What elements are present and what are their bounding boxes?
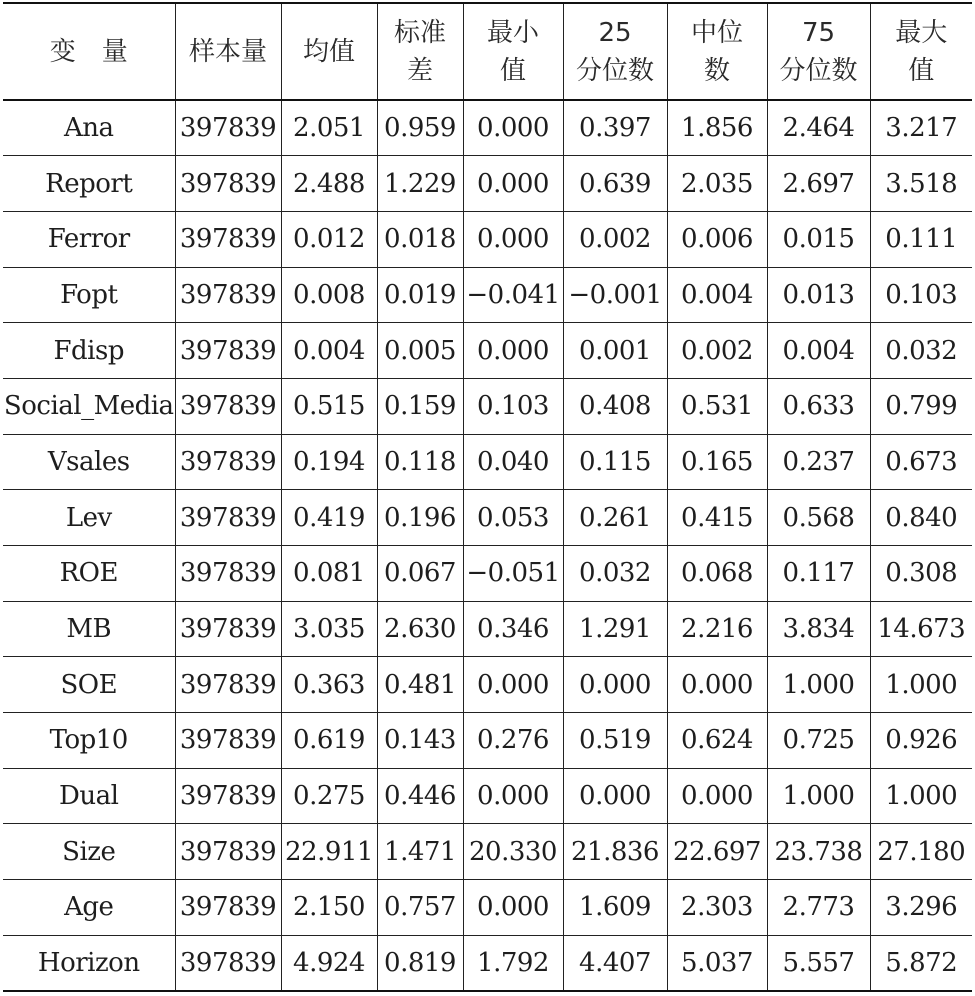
cell-min: 0.040 xyxy=(463,434,563,490)
cell-sample-size: 397839 xyxy=(175,323,281,379)
cell-mean: 0.004 xyxy=(281,323,377,379)
header-line: 分位数 xyxy=(575,55,654,86)
cell-mean: 0.194 xyxy=(281,434,377,490)
table-row xyxy=(3,546,972,602)
cell-std-dev: 0.819 xyxy=(377,935,463,991)
cell-p75: 0.015 xyxy=(767,211,870,267)
cell-max: 0.032 xyxy=(870,323,972,379)
variable-name-cell: Ferror xyxy=(3,211,175,267)
variable-name-cell: Lev xyxy=(3,490,175,546)
table-row xyxy=(3,824,972,880)
cell-mean: 2.150 xyxy=(281,880,377,936)
cell-std-dev: 0.196 xyxy=(377,490,463,546)
header-line: 分位数 xyxy=(779,55,858,86)
cell-std-dev: 0.446 xyxy=(377,768,463,824)
cell-min: 20.330 xyxy=(463,824,563,880)
header-line: 中位 xyxy=(690,17,743,48)
cell-p25: 0.519 xyxy=(563,713,667,769)
header-max xyxy=(870,3,972,100)
cell-median: 1.856 xyxy=(667,100,767,156)
cell-mean: 4.924 xyxy=(281,935,377,991)
cell-std-dev: 0.143 xyxy=(377,713,463,769)
cell-median: 0.000 xyxy=(667,657,767,713)
variable-name-cell: Fopt xyxy=(3,267,175,323)
cell-std-dev: 0.005 xyxy=(377,323,463,379)
cell-min: 0.000 xyxy=(463,100,563,156)
table-row xyxy=(3,211,972,267)
cell-std-dev: 0.118 xyxy=(377,434,463,490)
variable-name-cell: Horizon xyxy=(3,935,175,991)
cell-mean: 0.619 xyxy=(281,713,377,769)
cell-p25: 4.407 xyxy=(563,935,667,991)
cell-sample-size: 397839 xyxy=(175,768,281,824)
table-row xyxy=(3,713,972,769)
cell-median: 0.165 xyxy=(667,434,767,490)
header-sample-size xyxy=(175,3,281,100)
variable-name-cell: Dual xyxy=(3,768,175,824)
variable-name-cell: ROE xyxy=(3,546,175,602)
table-row xyxy=(3,323,972,379)
table-row xyxy=(3,156,972,212)
cell-p25: 0.000 xyxy=(563,768,667,824)
cell-mean: 2.488 xyxy=(281,156,377,212)
cell-max: 0.840 xyxy=(870,490,972,546)
cell-sample-size: 397839 xyxy=(175,546,281,602)
cell-mean: 0.275 xyxy=(281,768,377,824)
cell-p25: 0.115 xyxy=(563,434,667,490)
cell-mean: 3.035 xyxy=(281,601,377,657)
cell-p25: 0.002 xyxy=(563,211,667,267)
cell-min: 0.346 xyxy=(463,601,563,657)
header-line: 标准 xyxy=(393,17,446,48)
variable-name-cell: Age xyxy=(3,880,175,936)
cell-median: 0.531 xyxy=(667,378,767,434)
cell-max: 1.000 xyxy=(870,657,972,713)
header-row xyxy=(3,3,972,100)
variable-name-cell: Vsales xyxy=(3,434,175,490)
variable-name-cell: Top10 xyxy=(3,713,175,769)
cell-median: 2.303 xyxy=(667,880,767,936)
table-row xyxy=(3,880,972,936)
table-row xyxy=(3,490,972,546)
header-line: 差 xyxy=(406,55,433,86)
cell-p25: 0.639 xyxy=(563,156,667,212)
table-body xyxy=(3,100,972,991)
cell-p75: 0.568 xyxy=(767,490,870,546)
cell-std-dev: 1.471 xyxy=(377,824,463,880)
cell-min: 0.000 xyxy=(463,768,563,824)
cell-std-dev: 0.959 xyxy=(377,100,463,156)
cell-p25: −0.001 xyxy=(563,267,667,323)
cell-std-dev: 1.229 xyxy=(377,156,463,212)
cell-std-dev: 2.630 xyxy=(377,601,463,657)
table-row xyxy=(3,601,972,657)
cell-mean: 0.008 xyxy=(281,267,377,323)
cell-median: 2.035 xyxy=(667,156,767,212)
cell-median: 0.415 xyxy=(667,490,767,546)
header-line: 最小 xyxy=(486,17,539,48)
cell-p25: 0.408 xyxy=(563,378,667,434)
cell-sample-size: 397839 xyxy=(175,824,281,880)
cell-max: 5.872 xyxy=(870,935,972,991)
cell-min: 0.000 xyxy=(463,211,563,267)
cell-p75: 0.013 xyxy=(767,267,870,323)
cell-sample-size: 397839 xyxy=(175,880,281,936)
header-line: 数 xyxy=(703,55,730,86)
cell-p75: 2.697 xyxy=(767,156,870,212)
header-line: 最大 xyxy=(895,17,948,48)
cell-p75: 5.557 xyxy=(767,935,870,991)
header-line: 值 xyxy=(499,55,526,86)
cell-std-dev: 0.481 xyxy=(377,657,463,713)
cell-sample-size: 397839 xyxy=(175,156,281,212)
cell-min: −0.051 xyxy=(463,546,563,602)
header-p75 xyxy=(767,3,870,100)
cell-max: 1.000 xyxy=(870,768,972,824)
cell-p25: 1.291 xyxy=(563,601,667,657)
header-variable xyxy=(3,3,175,100)
cell-mean: 0.012 xyxy=(281,211,377,267)
cell-min: 0.000 xyxy=(463,880,563,936)
cell-min: 0.103 xyxy=(463,378,563,434)
cell-sample-size: 397839 xyxy=(175,211,281,267)
cell-p25: 0.261 xyxy=(563,490,667,546)
header-min xyxy=(463,3,563,100)
cell-max: 3.217 xyxy=(870,100,972,156)
cell-sample-size: 397839 xyxy=(175,267,281,323)
table-row xyxy=(3,434,972,490)
cell-median: 0.004 xyxy=(667,267,767,323)
table-row xyxy=(3,768,972,824)
cell-min: 0.053 xyxy=(463,490,563,546)
cell-median: 22.697 xyxy=(667,824,767,880)
header-mean xyxy=(281,3,377,100)
cell-sample-size: 397839 xyxy=(175,713,281,769)
cell-max: 0.673 xyxy=(870,434,972,490)
header-std-dev xyxy=(377,3,463,100)
cell-sample-size: 397839 xyxy=(175,100,281,156)
header-line: 75 xyxy=(801,17,836,48)
cell-max: 0.103 xyxy=(870,267,972,323)
cell-std-dev: 0.019 xyxy=(377,267,463,323)
header-line: 变 量 xyxy=(49,36,128,67)
cell-p25: 0.397 xyxy=(563,100,667,156)
table-row xyxy=(3,657,972,713)
cell-median: 2.216 xyxy=(667,601,767,657)
cell-sample-size: 397839 xyxy=(175,657,281,713)
cell-min: 0.276 xyxy=(463,713,563,769)
cell-min: 0.000 xyxy=(463,323,563,379)
cell-max: 3.518 xyxy=(870,156,972,212)
cell-median: 0.000 xyxy=(667,768,767,824)
cell-std-dev: 0.757 xyxy=(377,880,463,936)
table-row xyxy=(3,935,972,991)
cell-p25: 0.032 xyxy=(563,546,667,602)
cell-sample-size: 397839 xyxy=(175,490,281,546)
variable-name-cell: Report xyxy=(3,156,175,212)
table-header xyxy=(3,3,972,100)
table-row xyxy=(3,267,972,323)
cell-p25: 0.000 xyxy=(563,657,667,713)
cell-std-dev: 0.018 xyxy=(377,211,463,267)
cell-max: 0.111 xyxy=(870,211,972,267)
header-line: 样本量 xyxy=(188,36,267,67)
cell-max: 3.296 xyxy=(870,880,972,936)
variable-name-cell: Social_Media xyxy=(3,378,175,434)
cell-p25: 21.836 xyxy=(563,824,667,880)
cell-median: 5.037 xyxy=(667,935,767,991)
cell-mean: 0.419 xyxy=(281,490,377,546)
cell-mean: 0.081 xyxy=(281,546,377,602)
cell-median: 0.006 xyxy=(667,211,767,267)
cell-p75: 2.464 xyxy=(767,100,870,156)
cell-max: 14.673 xyxy=(870,601,972,657)
variable-name-cell: MB xyxy=(3,601,175,657)
cell-sample-size: 397839 xyxy=(175,935,281,991)
cell-median: 0.068 xyxy=(667,546,767,602)
cell-min: −0.041 xyxy=(463,267,563,323)
cell-mean: 0.515 xyxy=(281,378,377,434)
cell-p75: 0.004 xyxy=(767,323,870,379)
cell-min: 0.000 xyxy=(463,156,563,212)
cell-mean: 22.911 xyxy=(281,824,377,880)
header-p25 xyxy=(563,3,667,100)
table-row xyxy=(3,100,972,156)
table-row xyxy=(3,378,972,434)
cell-p75: 0.117 xyxy=(767,546,870,602)
header-line: 25 xyxy=(598,17,632,48)
variable-name-cell: Fdisp xyxy=(3,323,175,379)
cell-max: 0.308 xyxy=(870,546,972,602)
cell-sample-size: 397839 xyxy=(175,601,281,657)
cell-p25: 0.001 xyxy=(563,323,667,379)
descriptive-statistics-table xyxy=(3,2,972,992)
cell-min: 1.792 xyxy=(463,935,563,991)
cell-sample-size: 397839 xyxy=(175,434,281,490)
cell-p75: 2.773 xyxy=(767,880,870,936)
cell-max: 27.180 xyxy=(870,824,972,880)
cell-mean: 0.363 xyxy=(281,657,377,713)
cell-median: 0.624 xyxy=(667,713,767,769)
cell-p75: 1.000 xyxy=(767,768,870,824)
variable-name-cell: SOE xyxy=(3,657,175,713)
header-line: 值 xyxy=(908,55,935,86)
cell-p75: 0.633 xyxy=(767,378,870,434)
cell-p75: 1.000 xyxy=(767,657,870,713)
cell-median: 0.002 xyxy=(667,323,767,379)
cell-p75: 23.738 xyxy=(767,824,870,880)
cell-p75: 0.725 xyxy=(767,713,870,769)
cell-max: 0.799 xyxy=(870,378,972,434)
cell-p75: 0.237 xyxy=(767,434,870,490)
cell-mean: 2.051 xyxy=(281,100,377,156)
variable-name-cell: Size xyxy=(3,824,175,880)
cell-max: 0.926 xyxy=(870,713,972,769)
cell-p75: 3.834 xyxy=(767,601,870,657)
cell-p25: 1.609 xyxy=(563,880,667,936)
cell-std-dev: 0.159 xyxy=(377,378,463,434)
cell-min: 0.000 xyxy=(463,657,563,713)
cell-sample-size: 397839 xyxy=(175,378,281,434)
cell-std-dev: 0.067 xyxy=(377,546,463,602)
variable-name-cell: Ana xyxy=(3,100,175,156)
header-median xyxy=(667,3,767,100)
header-line: 均值 xyxy=(302,36,355,67)
